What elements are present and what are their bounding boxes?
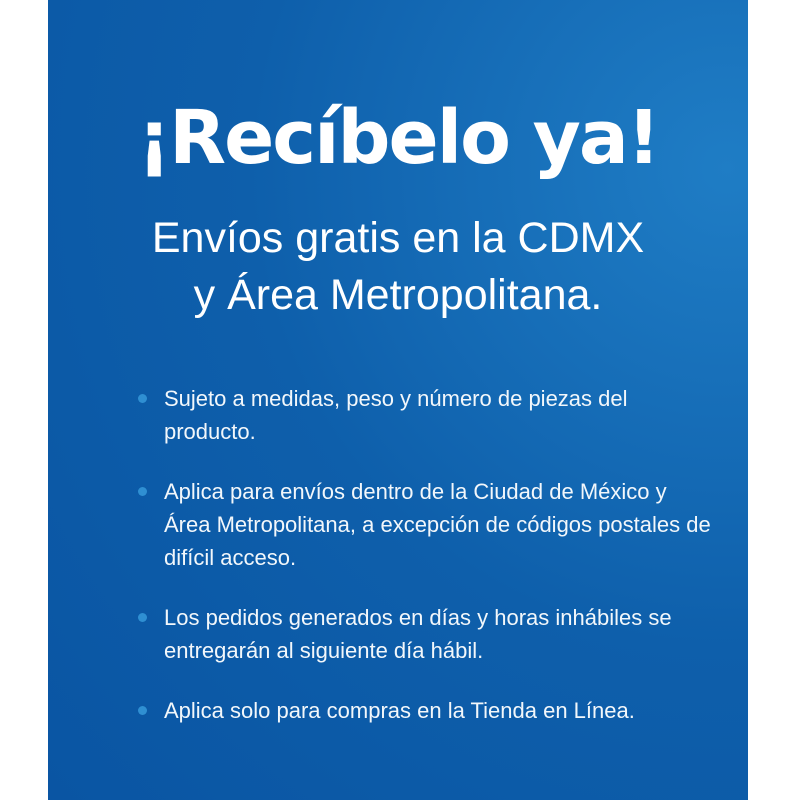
terms-item: [136, 382, 711, 448]
banner-subheading: [48, 210, 748, 324]
terms-item-text: Los pedidos generados en días y horas inhábiles se entregarán al siguiente día hábil.: [164, 605, 672, 663]
banner-heading: ¡Recíbelo ya!: [137, 95, 659, 181]
terms-item-text: Aplica para envíos dentro de la Ciudad de México y Área Metropolitana, a excepción de códigos postales de difícil acceso.: [164, 479, 711, 570]
bullet-dot-icon: [138, 613, 147, 622]
terms-item: [136, 601, 711, 667]
promo-banner-panel: [48, 0, 748, 800]
terms-item: [136, 694, 711, 727]
banner-subheading-line2: y Área Metropolitana.: [193, 271, 603, 319]
bullet-dot-icon: [138, 706, 147, 715]
bullet-dot-icon: [138, 487, 147, 496]
banner-subheading-line1: Envíos gratis en la CDMX: [151, 214, 645, 262]
terms-item-text: Sujeto a medidas, peso y número de piezas del producto.: [164, 386, 628, 444]
bullet-dot-icon: [138, 394, 147, 403]
terms-item-text: Aplica solo para compras en la Tienda en Línea.: [164, 698, 635, 723]
terms-list: [48, 382, 748, 727]
terms-item: [136, 475, 711, 574]
